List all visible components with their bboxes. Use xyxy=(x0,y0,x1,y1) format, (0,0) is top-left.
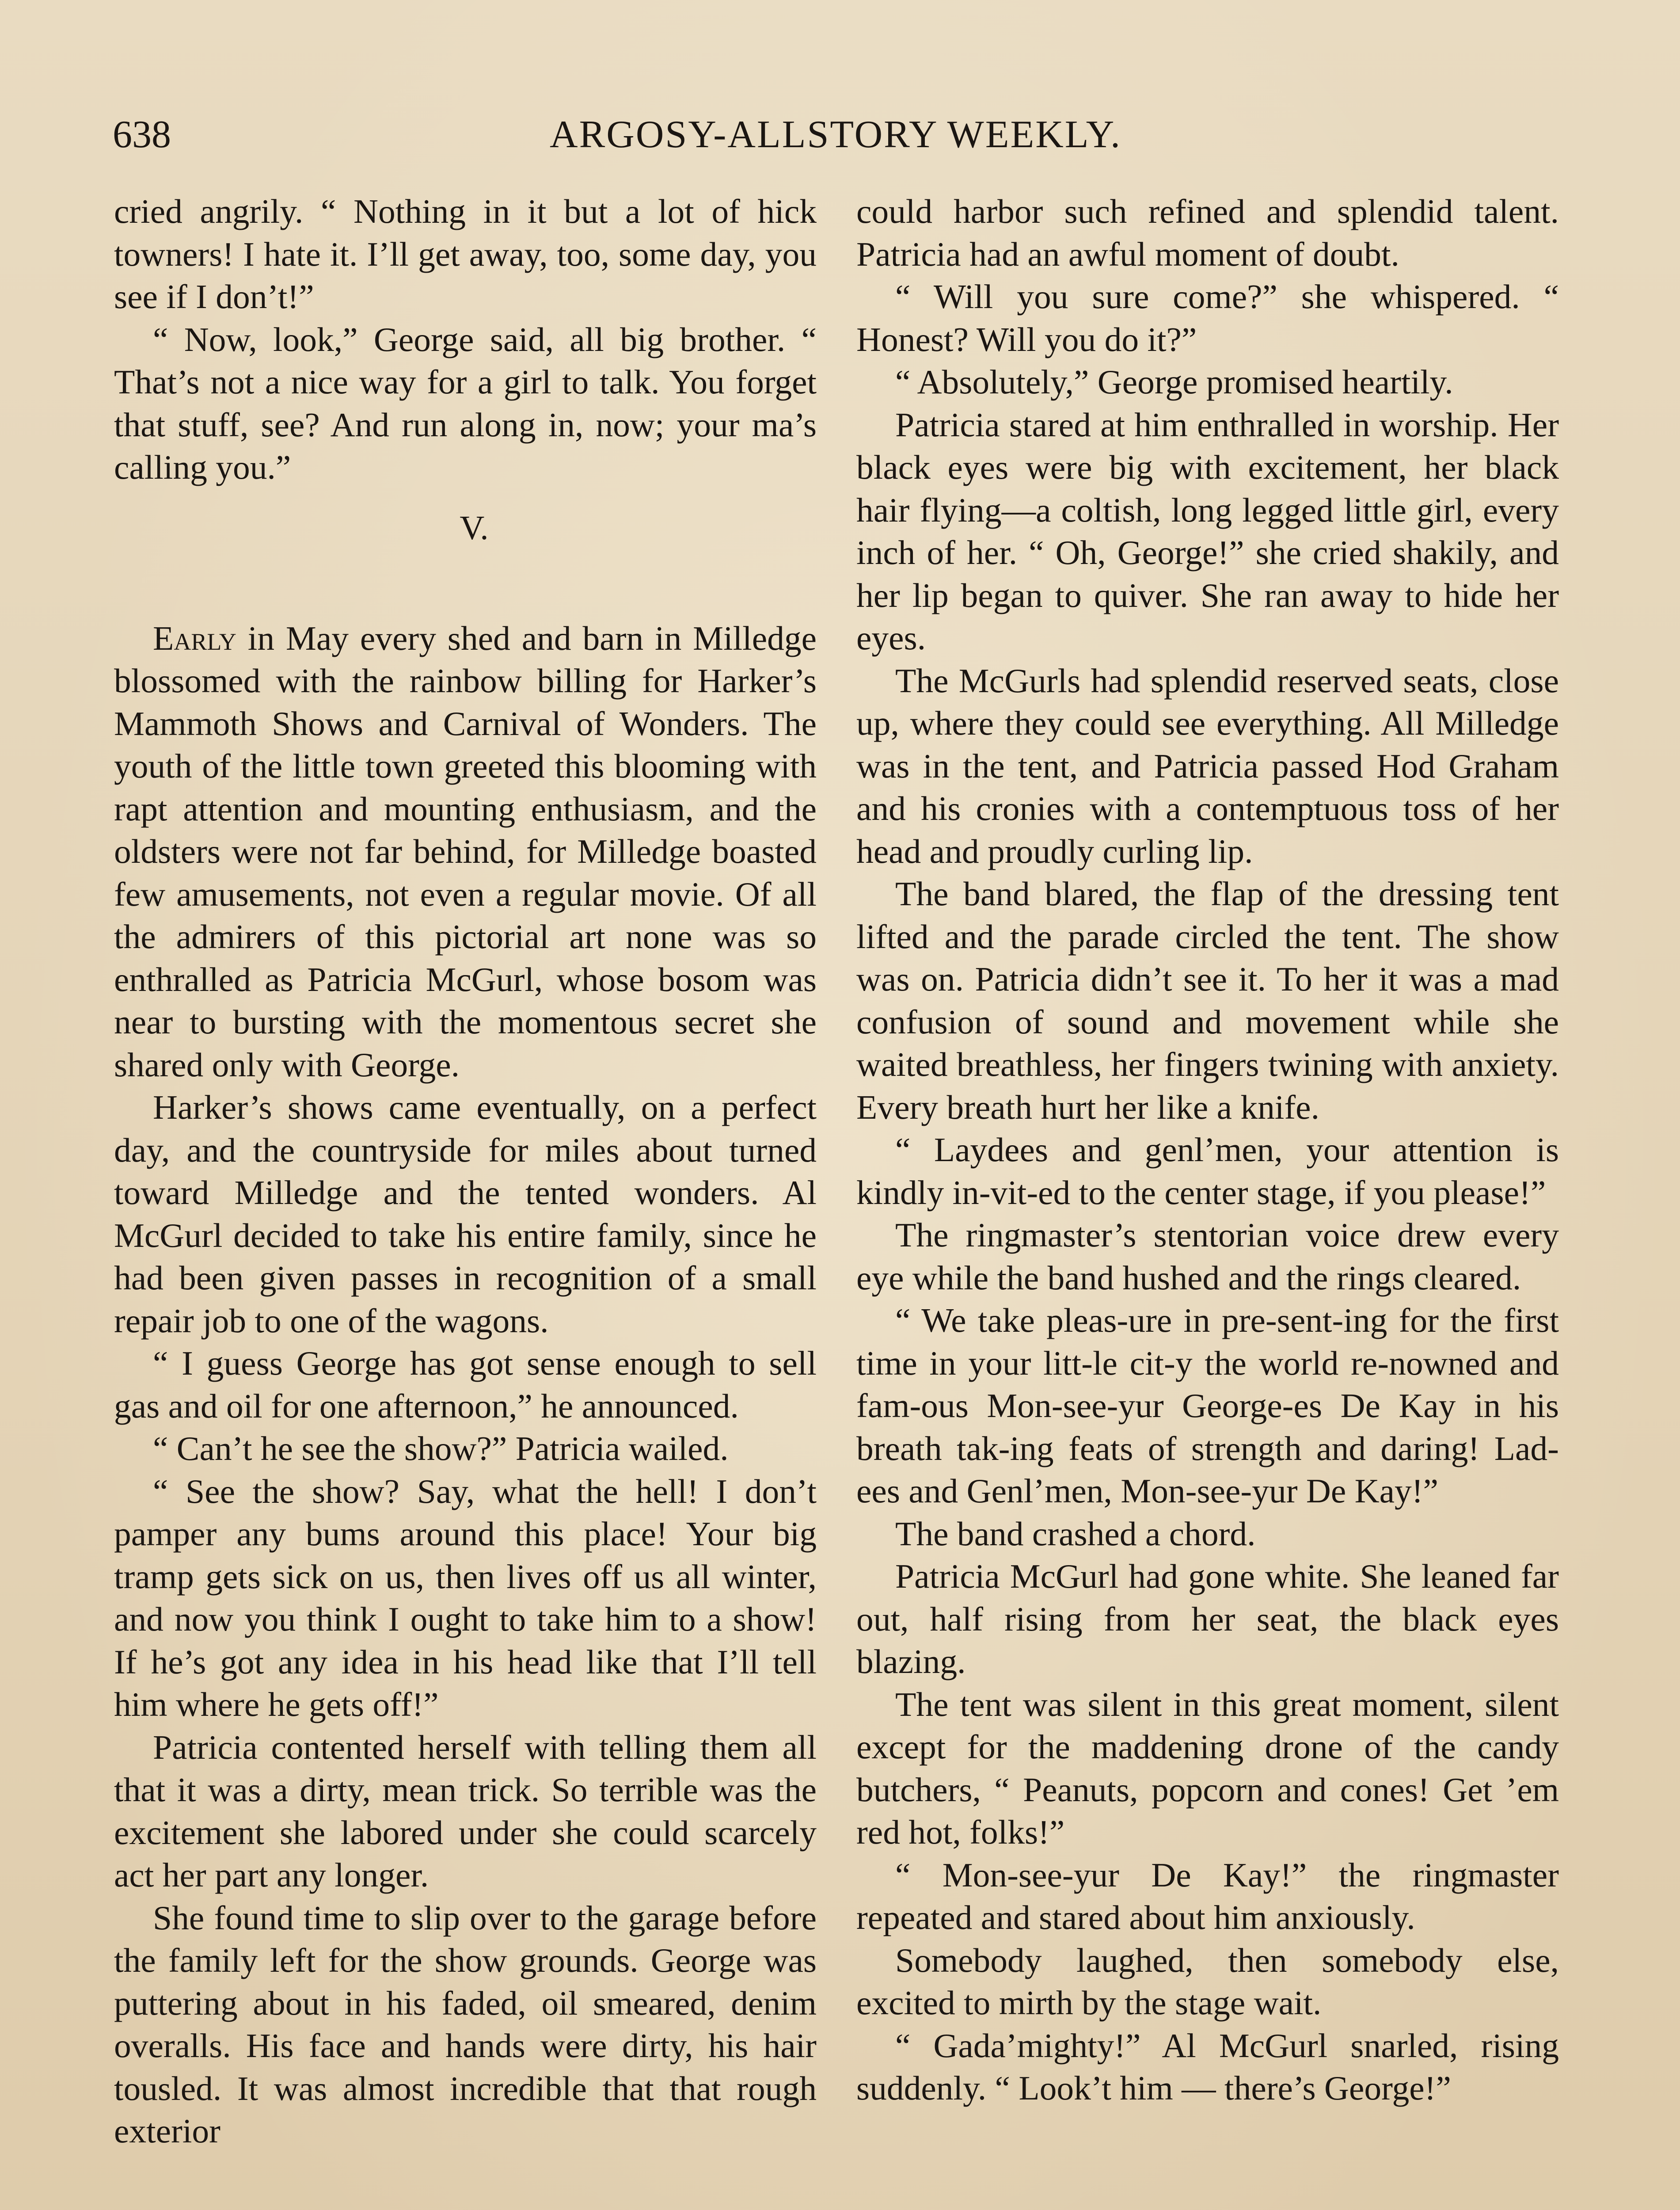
paragraph: The band blared, the flap of the dressing tent lifted and the parade circled the tent. The show was on. Patricia didn’t see it. To her it was a mad confusion of sound and movement while she waited breathless, her fingers twining with anxiety. Every breath hurt her like a knife. xyxy=(856,875,1559,1126)
paragraph-text: in May every shed and barn in Milledge blossomed with the rainbow billing for Harker’s Mammoth Shows and Carnival of Wonders. The youth of the little town greeted this blooming with rapt attention and mounting enthusiasm, and the oldsters were not far behind, for Milledge boasted few amusements, not even a regular movie. Of all the admirers of this pictorial art none was so enthralled as Patricia McGurl, whose bosom was near to bursting with the momentous secret she shared only with George. xyxy=(114,619,817,1084)
paragraph: The McGurls had splendid reserved seats, close up, where they could see everything. All Milledge was in the tent, and Patricia passed Hod Graham and his cronies with a contemptuous toss of her head and proudly curling lip. xyxy=(856,661,1559,870)
paragraph: “ Gada’mighty!” Al McGurl snarled, rising suddenly. “ Look’t him — there’s George!” xyxy=(856,2026,1559,2107)
paragraph: Harker’s shows came eventually, on a perfect day, and the countryside for miles about turned toward Milledge and the tented wonders. Al McGurl decided to take his entire family, since he had been given passes in recognition of a small repair job to one of the wagons. xyxy=(114,1088,817,1340)
paragraph: could harbor such refined and splendid talent. Patricia had an awful moment of doubt. xyxy=(856,192,1559,273)
paragraph: Patricia McGurl had gone white. She leaned far out, half rising from her seat, the black eyes blazing. xyxy=(856,1557,1559,1680)
paragraph: She found time to slip over to the garage before the family left for the show grounds. George was puttering about in his faded, oil smeared, denim overalls. His face and hands were dirty, his hair tousled. It was almost incredible that that rough exterior xyxy=(114,1898,817,2150)
paragraph xyxy=(114,617,817,1086)
paragraph: “ Mon-see-yur De Kay!” the ringmaster repeated and stared about him anxiously. xyxy=(856,1856,1559,1936)
paragraph: The tent was silent in this great moment, silent except for the maddening drone of the candy butchers, “ Peanuts, popcorn and cones! Get ’em red hot, folks!” xyxy=(856,1685,1559,1851)
page-number: 638 xyxy=(113,113,171,156)
paragraph: cried angrily. “ Nothing in it but a lot of hick towners! I hate it. I’ll get away, too, some day, you see if I don’t!” xyxy=(114,192,817,316)
left-column xyxy=(114,190,817,2153)
paragraph: “ Now, look,” George said, all big brother. “ That’s not a nice way for a girl to talk. You forget that stuff, see? And run along in, now; your ma’s calling you.” xyxy=(114,320,817,486)
right-column xyxy=(856,190,1559,2110)
running-title: ARGOSY-ALLSTORY WEEKLY. xyxy=(550,113,1121,156)
paragraph: “ See the show? Say, what the hell! I don’t pamper any bums around this place! Your big tramp gets sick on us, then lives off us all winter, and now you think I ought to take him to a show! If he’s got any idea in his head like that I’ll tell him where he gets off!” xyxy=(114,1472,817,1723)
paragraph: “ We take pleas-ure in pre-sent-ing for the first time in your litt-le cit-y the world re-nowned and fam-ous Mon-see-yur George-es De Kay in his breath tak-ing feats of strength and daring! Lad-ees and Genl’men, Mon-see-yur De Kay!” xyxy=(856,1301,1559,1510)
page-header xyxy=(113,106,1558,164)
paragraph: “ Laydees and genl’men, your attention is kindly in-vit-ed to the center stage, if you please!” xyxy=(856,1131,1559,1212)
paragraph: Patricia stared at him enthralled in worship. Her black eyes were big with excitement, her black hair flying—a coltish, long legged little girl, every inch of her. “ Oh, George!” she cried shakily, and her lip began to quiver. She ran away to hide her eyes. xyxy=(856,405,1559,657)
drop-lead-word: Early xyxy=(153,619,236,657)
paragraph: The ringmaster’s stentorian voice drew every eye while the band hushed and the rings cleared. xyxy=(856,1216,1559,1297)
paragraph: The band crashed a chord. xyxy=(895,1514,1256,1553)
paragraph: “ I guess George has got sense enough to sell gas and oil for one afternoon,” he announced. xyxy=(114,1344,817,1425)
paragraph: “ Absolutely,” George promised heartily. xyxy=(895,363,1453,401)
paragraph: “ Will you sure come?” she whispered. “ Honest? Will you do it?” xyxy=(856,278,1559,358)
paragraph: “ Can’t he see the show?” Patricia wailed. xyxy=(153,1429,729,1467)
paragraph: Patricia contented herself with telling them all that it was a dirty, mean trick. So terrible was the excitement she labored under she could scarcely act her part any longer. xyxy=(114,1728,817,1894)
paragraph: Somebody laughed, then somebody else, excited to mirth by the stage wait. xyxy=(856,1941,1559,2022)
section-heading: V. xyxy=(460,508,489,547)
